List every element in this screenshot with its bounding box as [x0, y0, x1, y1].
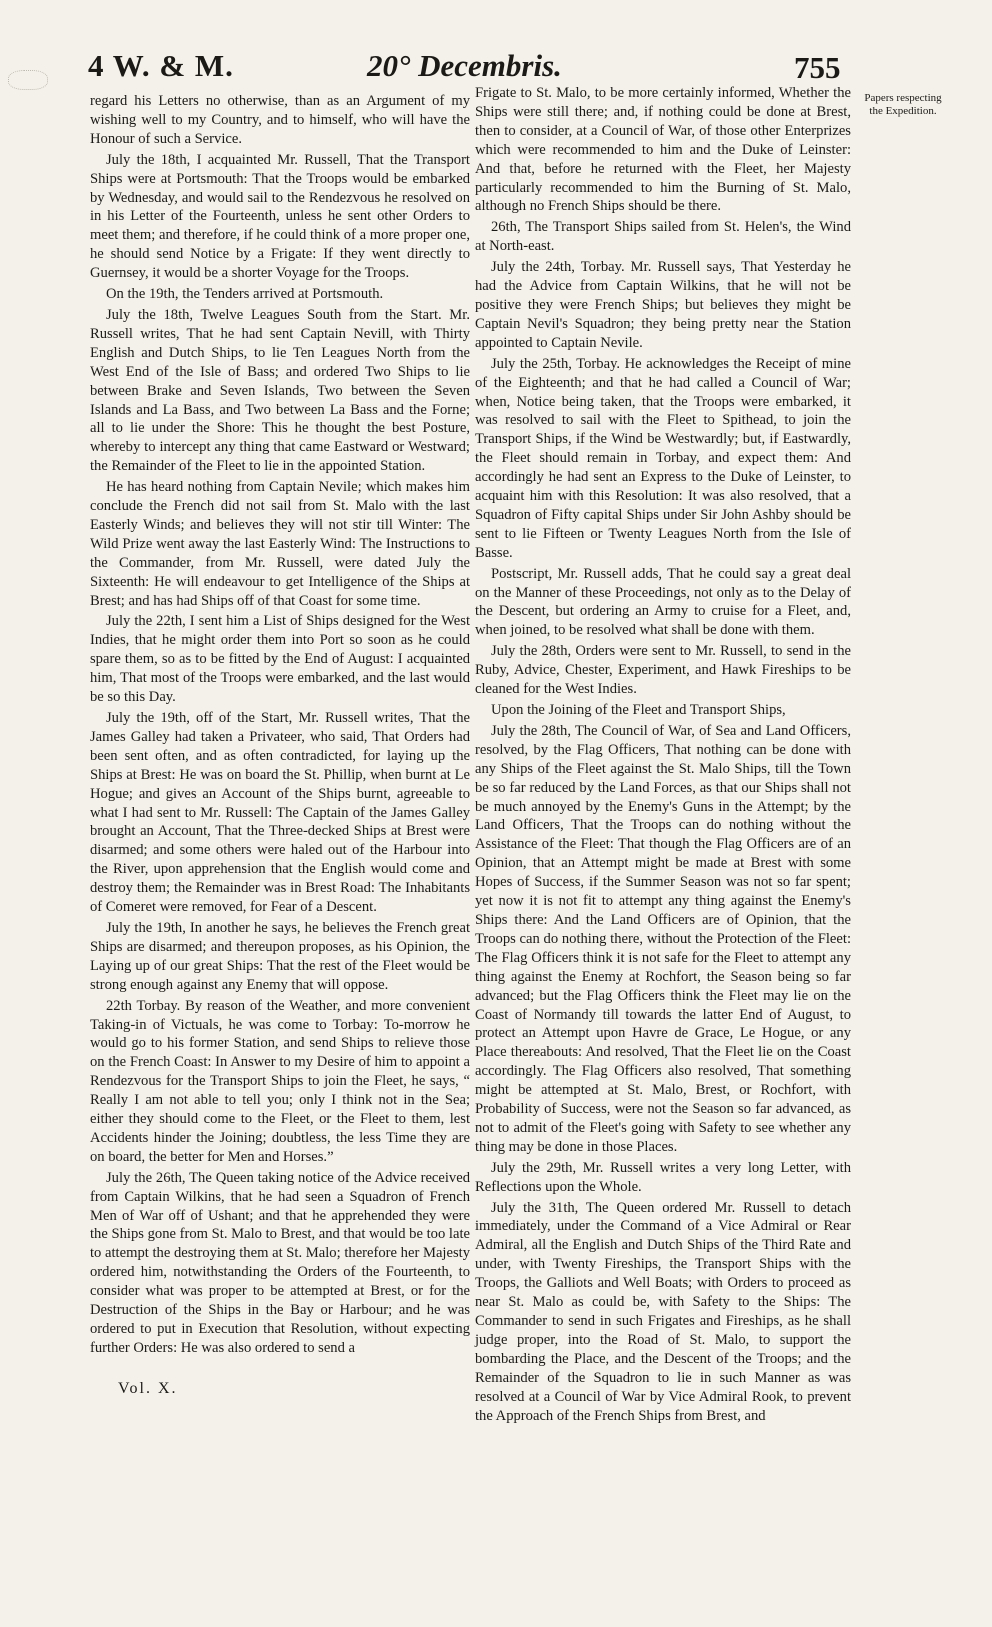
paragraph: 22th Torbay. By reason of the Weather, and more convenient Taking-in of Victuals, he was come to Torbay: To-morrow he would go to his former Station, and send Ships to relieve those on the French Coast: In Answer to my Desire of him to appoint a Rendezvous for the Transport Ships to join the Fleet, he says, “ Really I am not able to tell you; only I think not in the Sea; either they should come to the Fleet, or the Fleet to them, lest Accidents hinder the Joining; doubtless, the less Time they are on board, the better for Men and Horses.” — [90, 997, 470, 1165]
volume-signature: Vol. X. — [118, 1380, 178, 1397]
paragraph: July the 18th, Twelve Leagues South from the Start. Mr. Russell writes, That he had sent Captain Nevill, with Thirty English and Dutch Ships, to lie Ten Leagues North from the West End of the Isle of Bass; and ordered Two Ships to lie between Brake and Seven Islands, Two between the Seven Islands and La Bass, and Two between La Bass and the Forne; all to lie under the Shore: This he thought the best Posture, whereby to intercept any thing that came Eastward or Westward; the Remainder of the Fleet to lie in the appointed Station. — [90, 306, 470, 475]
paragraph: July the 19th, off of the Start, Mr. Russell writes, That the James Galley had taken a Privateer, who said, That Orders had been sent often, and as often contradicted, for laying up the Ships at Brest: He was on board the St. Phillip, when burnt at Le Hogue; and gives an Account of the Ships burnt, agreeable to what I had sent to Mr. Russell: The Captain of the James Galley brought an Account, That the Three-decked Ships at Brest were disarmed; and some others were haled out of the Harbour into the River, upon apprehension that the English would come and destroy them; the Remainder was in Brest Road: The Inhabitants of Comeret were removed, for Fear of a Descent. — [90, 710, 470, 916]
paragraph: Frigate to St. Malo, to be more certainly informed, Whether the Ships were still there; and, if nothing could be done at Brest, then to consider, at a Council of War, of those other Enterprizes which were recommended to him and the Duke of Leinster: And that, before he returned with the Fleet, her Majesty particularly recommended to him the Burning of St. Malo, although no French Ships should be there. — [475, 85, 851, 215]
paragraph: July the 26th, The Queen taking notice of the Advice received from Captain Wilkins, that he had seen a Squadron of French Men of War off of Ushant; and that he apprehended they were the Ships gone from St. Malo to Brest, and that would be too late to attempt the destroying them at St. Malo; therefore her Majesty ordered him, notwithstanding the Orders of the Fourteenth, to consider what was proper to be attempted at Brest, or for the Destruction of the Ships in the Bay or Harbour; and he was ordered to put in Execution that Resolution, without expecting further Orders: He was also ordered to send a — [90, 1169, 470, 1356]
paragraph: July the 22th, I sent him a List of Ships designed for the West Indies, that he might order them into Port so soon as he could spare them, so as to be fitted by the End of August: I acquainted him, That most of the Troops were embarked, and the last would be so this Day. — [90, 613, 470, 706]
paragraph: July the 25th, Torbay. He acknowledges the Receipt of mine of the Eighteenth; and that he had called a Council of War; when, Notice being taken, that the Troops were embarked, it was resolved to sail with the Fleet to Spithead, to join the Transport Ships, if the Wind be Westwardly; but, if Eastwardly, the Fleet should remain in Torbay, and expect them: And accordingly he had sent an Express to the Duke of Leinster, to acquaint him with this Resolution: It was also resolved, that a Squadron of Fifty capital Ships under Sir John Ashby should be sent to lie Fifteen or Twenty Leagues North from the Isle of Basse. — [475, 355, 851, 561]
stamp-mark — [8, 70, 48, 90]
page-number: 755 — [794, 50, 841, 85]
paragraph: July the 19th, In another he says, he believes the French great Ships are disarmed; and thereupon proposes, as his Opinion, the Laying up of our great Ships: That the rest of the Fleet would be strong enough against any Enemy that will oppose. — [90, 919, 470, 993]
regnal-year-header: 4 W. & M. — [88, 48, 234, 83]
paragraph: July the 29th, Mr. Russell writes a very long Letter, with Reflections upon the Whole. — [475, 1159, 851, 1195]
paragraph: He has heard nothing from Captain Nevile; which makes him conclude the French did not sail from St. Malo with the last Easterly Winds; and believes they will not stir till Winter: The Wild Prize went away the last Easterly Wind: The Instructions to the Commander, from Mr. Russell, were dated July the Sixteenth: He will endeavour to get Intelligence of the Ships at Brest; and has had Ships off of that Coast for some time. — [90, 479, 470, 609]
paragraph: July the 31th, The Queen ordered Mr. Russell to detach immediately, under the Command of a Vice Admiral or Rear Admiral, all the English and Dutch Ships of the Third Rate and under, with Twenty Fireships, the Transport Ships with the Troops, the Galliots and Well Boats; with Orders to proceed as near St. Malo as could be, with Safety to the Ships: The Commander to send in such Frigates and Fireships, as he shall judge proper, into the Road of St. Malo, to support the bombarding the Place, and the Descent of the Troops; and the Remainder of the Squadron to lie in such Manner as was resolved at a Council of War by Vice Admiral Rook, to prevent the Approach of the French Ships from Brest, and — [475, 1199, 851, 1424]
paragraph: 26th, The Transport Ships sailed from St. Helen's, the Wind at North-east. — [475, 219, 851, 255]
margin-note: Papers respecting the Expedition. — [864, 92, 942, 117]
paragraph: Postscript, Mr. Russell adds, That he could say a great deal on the Manner of these Proceedings, not only as to the Delay of the Descent, but ordering an Army to cruise for a Fleet, and, when joined, to be resolved what shall be done with them. — [475, 565, 851, 639]
paragraph: July the 28th, The Council of War, of Sea and Land Officers, resolved, by the Flag Officers, That nothing can be done with any Ships of the Fleet against the St. Malo Ships, till the Town be so far reduced by the Land Forces, as that our Ships shall not be much annoyed by the Enemy's Guns in the Attempt; by the Land Officers, That the Troops can do nothing without the Assistance of the Fleet: That though the Flag Officers are of an Opinion, that an Attempt might be made at Brest with some Hopes of Success, if the Summer Season was not so far spent; yet now it is not fit to attempt any thing against the Enemy's Ships there: And the Land Officers are of Opinion, that the Troops can do nothing there, without the Protection of the Fleet: The Flag Officers think it is not safe for the Fleet to attempt any thing against the Enemy at Rochfort, the Season being so far advanced; but the Flag Officers think the Fleet may lie on the Coast of Normandy till towards the latter End of August, to protect an Attempt upon Havre de Grace, Le Hogue, or any Place thereabouts: And resolved, That the Fleet lie on the Coast accordingly. The Flag Officers also resolved, That something might be attempted at St. Malo, Brest, or Rochfort, with Probability of Success, were not the Season so far advanced, as not to admit of the Fleet's going with Safety to see whether any thing may be done in those Places. — [475, 722, 851, 1155]
paragraph: July the 28th, Orders were sent to Mr. Russell, to send in the Ruby, Advice, Chester, Experiment, and Hawk Fireships to be cleaned for the West Indies. — [475, 643, 851, 698]
date-header: 20° Decembris. — [367, 48, 562, 83]
paragraph: July the 18th, I acquainted Mr. Russell, That the Transport Ships were at Portsmouth: That the Troops would be embarked by Wednesday, and would sail to the Rendezvous he resolved on in his Letter of the Fourteenth, unless he sent other Orders to meet them; and therefore, if he could think of a more proper one, he should send Notice by a Frigate: If they went directly to Guernsey, it would be a shorter Voyage for the Troops. — [90, 151, 470, 282]
paragraph: regard his Letters no otherwise, than as an Argument of my wishing well to my Country, and to himself, who will have the Honour of such a Service. — [90, 93, 470, 147]
paragraph: Upon the Joining of the Fleet and Transport Ships, — [491, 702, 786, 718]
paragraph: On the 19th, the Tenders arrived at Portsmouth. — [106, 286, 384, 303]
paragraph: July the 24th, Torbay. Mr. Russell says, That Yesterday he had the Advice from Captain Wilkins, that he will not be positive they were French Ships; but believes they might be Captain Nevil's Squadron; they being pretty near the Station appointed to Captain Nevile. — [475, 259, 851, 351]
left-column — [90, 92, 470, 1360]
right-column — [475, 84, 851, 1427]
